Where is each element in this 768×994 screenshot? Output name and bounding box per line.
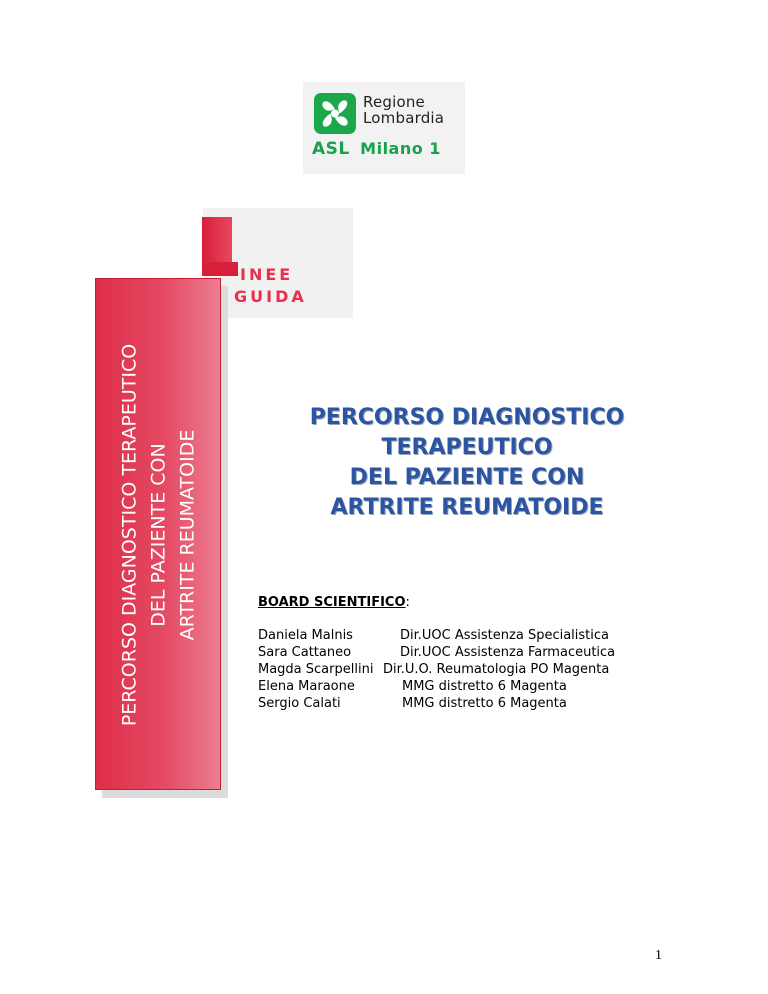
title-line-3: DEL PAZIENTE CON — [349, 465, 585, 490]
banner-line-1: PERCORSO DIAGNOSTICO TERAPEUTICO — [118, 343, 141, 727]
banner-text — [116, 344, 203, 726]
banner-line-3: ARTRITE REUMATOIDE — [176, 429, 199, 641]
title-line-4: ARTRITE REUMATOIDE — [330, 495, 604, 520]
linee-label: INEE — [240, 265, 294, 284]
big-l-letter-foot — [202, 262, 238, 276]
member-name: Elena Maraone — [258, 679, 355, 694]
milano-label: Milano 1 — [360, 139, 441, 158]
regione-lombardia-logo — [303, 82, 465, 174]
banner-line-2: DEL PAZIENTE CON — [147, 443, 170, 627]
member-role: Dir.UOC Assistenza Specialistica — [400, 628, 609, 643]
regione-lombardia-emblem-icon — [314, 93, 356, 134]
board-heading-text: BOARD SCIENTIFICO — [258, 595, 406, 610]
member-name: Magda Scarpellini — [258, 662, 374, 677]
page-number: 1 — [655, 948, 662, 963]
member-role: MMG distretto 6 Magenta — [402, 679, 567, 694]
guida-label: GUIDA — [234, 287, 307, 306]
member-role: MMG distretto 6 Magenta — [402, 696, 567, 711]
member-role: Dir.UOC Assistenza Farmaceutica — [400, 645, 616, 660]
asl-milano-label — [312, 139, 441, 159]
board-heading-colon: : — [405, 595, 410, 610]
regione-lombardia-wordmark — [363, 94, 444, 126]
member-name: Sara Cattaneo — [258, 645, 352, 660]
document-title — [262, 403, 672, 523]
title-line-2: TERAPEUTICO — [381, 435, 553, 460]
board-heading — [258, 595, 410, 610]
logo-line-lombardia: Lombardia — [363, 109, 445, 127]
vertical-title-banner — [95, 278, 221, 790]
member-name: Daniela Malnis — [258, 628, 353, 643]
member-role: Dir.U.O. Reumatologia PO Magenta — [383, 662, 610, 677]
logo-line-regione: Regione — [363, 93, 425, 111]
title-line-1: PERCORSO DIAGNOSTICO — [309, 405, 625, 430]
asl-label: ASL — [312, 139, 350, 159]
member-name: Sergio Calati — [258, 696, 341, 711]
